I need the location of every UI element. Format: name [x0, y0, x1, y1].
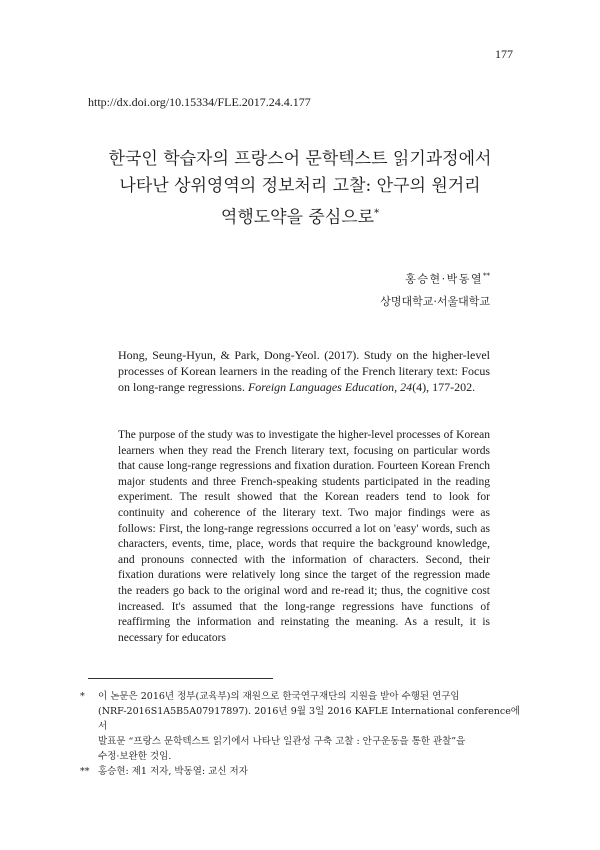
footnote-mark: *	[80, 691, 85, 702]
citation-journal: Foreign Languages Education, 24	[247, 380, 413, 395]
footnote-line: (NRF-2016S1A5B5A07917897). 2016년 9월 3일 2016 KAFLE International conference에서	[98, 706, 520, 732]
paper-title	[60, 146, 540, 232]
citation-text: Hong, Seung-Hyun, & Park, Dong-Yeol. (2017). Study on the higher-level processes of Korean learners in the reading of the French literary text: Focus on long-range regressions.	[118, 348, 490, 395]
author-footnote-mark: **	[483, 272, 490, 280]
footnote-mark: **	[80, 766, 90, 777]
title-line: 한국인 학습자의 프랑스어 문학텍스트 읽기과정에서	[108, 149, 492, 169]
title-line: 나타난 상위영역의 정보처리 고찰: 안구의 원거리	[119, 176, 481, 196]
author-block	[380, 265, 490, 313]
author-affiliations: 상명대학교·서울대학교	[380, 294, 490, 308]
author-names: 홍승현·박동열	[405, 272, 483, 286]
footnote-line: 발표문 “프랑스 문학텍스트 읽기에서 나타난 일관성 구축 고찰 : 안구운동을 통한 관찰”을	[98, 736, 466, 747]
footnote-text	[98, 764, 520, 779]
abstract: The purpose of the study was to investigate the higher-level processes of Korean learners when they read the French literary text, focusing on particular words that cause long-range regressions and fixation duration. Fourteen Korean French major students and three French-speaking students participated in the reading experiment. The result showed that the Korean readers tend to look for continuity and coherence of the literary text. Two major findings were as follows: First, the long-range regressions occurred a lot on 'easy' words, such as characters, events, time, place, words that require the background knowledge, and pronouns connected with the information of characters. Second, their fixation durations were relatively long since the target of the regression made the readers go back to the original word and re-read it; thus, the cognitive cost increased. It's assumed that the long-range regressions have functions of reaffirming the information and reinstating the meaning. As a result, it is necessary for educators	[118, 429, 490, 644]
citation	[118, 347, 490, 396]
title-line: 역행도약을 중심으로	[220, 207, 375, 228]
footnote	[80, 689, 520, 764]
citation-issue-pages: (4), 177-202.	[412, 380, 476, 395]
footnote-divider	[88, 678, 273, 679]
footnote	[80, 764, 520, 779]
title-footnote-mark: *	[374, 208, 380, 219]
page-number: 177	[495, 47, 513, 61]
footnote-line: 수정·보완한 것임.	[98, 751, 172, 762]
footnote-line: 홍승현: 제1 저자, 박동열: 교신 저자	[98, 766, 248, 777]
footnote-text	[98, 689, 520, 764]
doi-link[interactable]: http://dx.doi.org/10.15334/FLE.2017.24.4.177	[88, 95, 311, 109]
footnote-line: 이 논문은 2016년 정부(교육부)의 재원으로 한국연구재단의 지원을 받아 수행된 연구임	[98, 691, 460, 702]
footnotes	[80, 689, 520, 779]
